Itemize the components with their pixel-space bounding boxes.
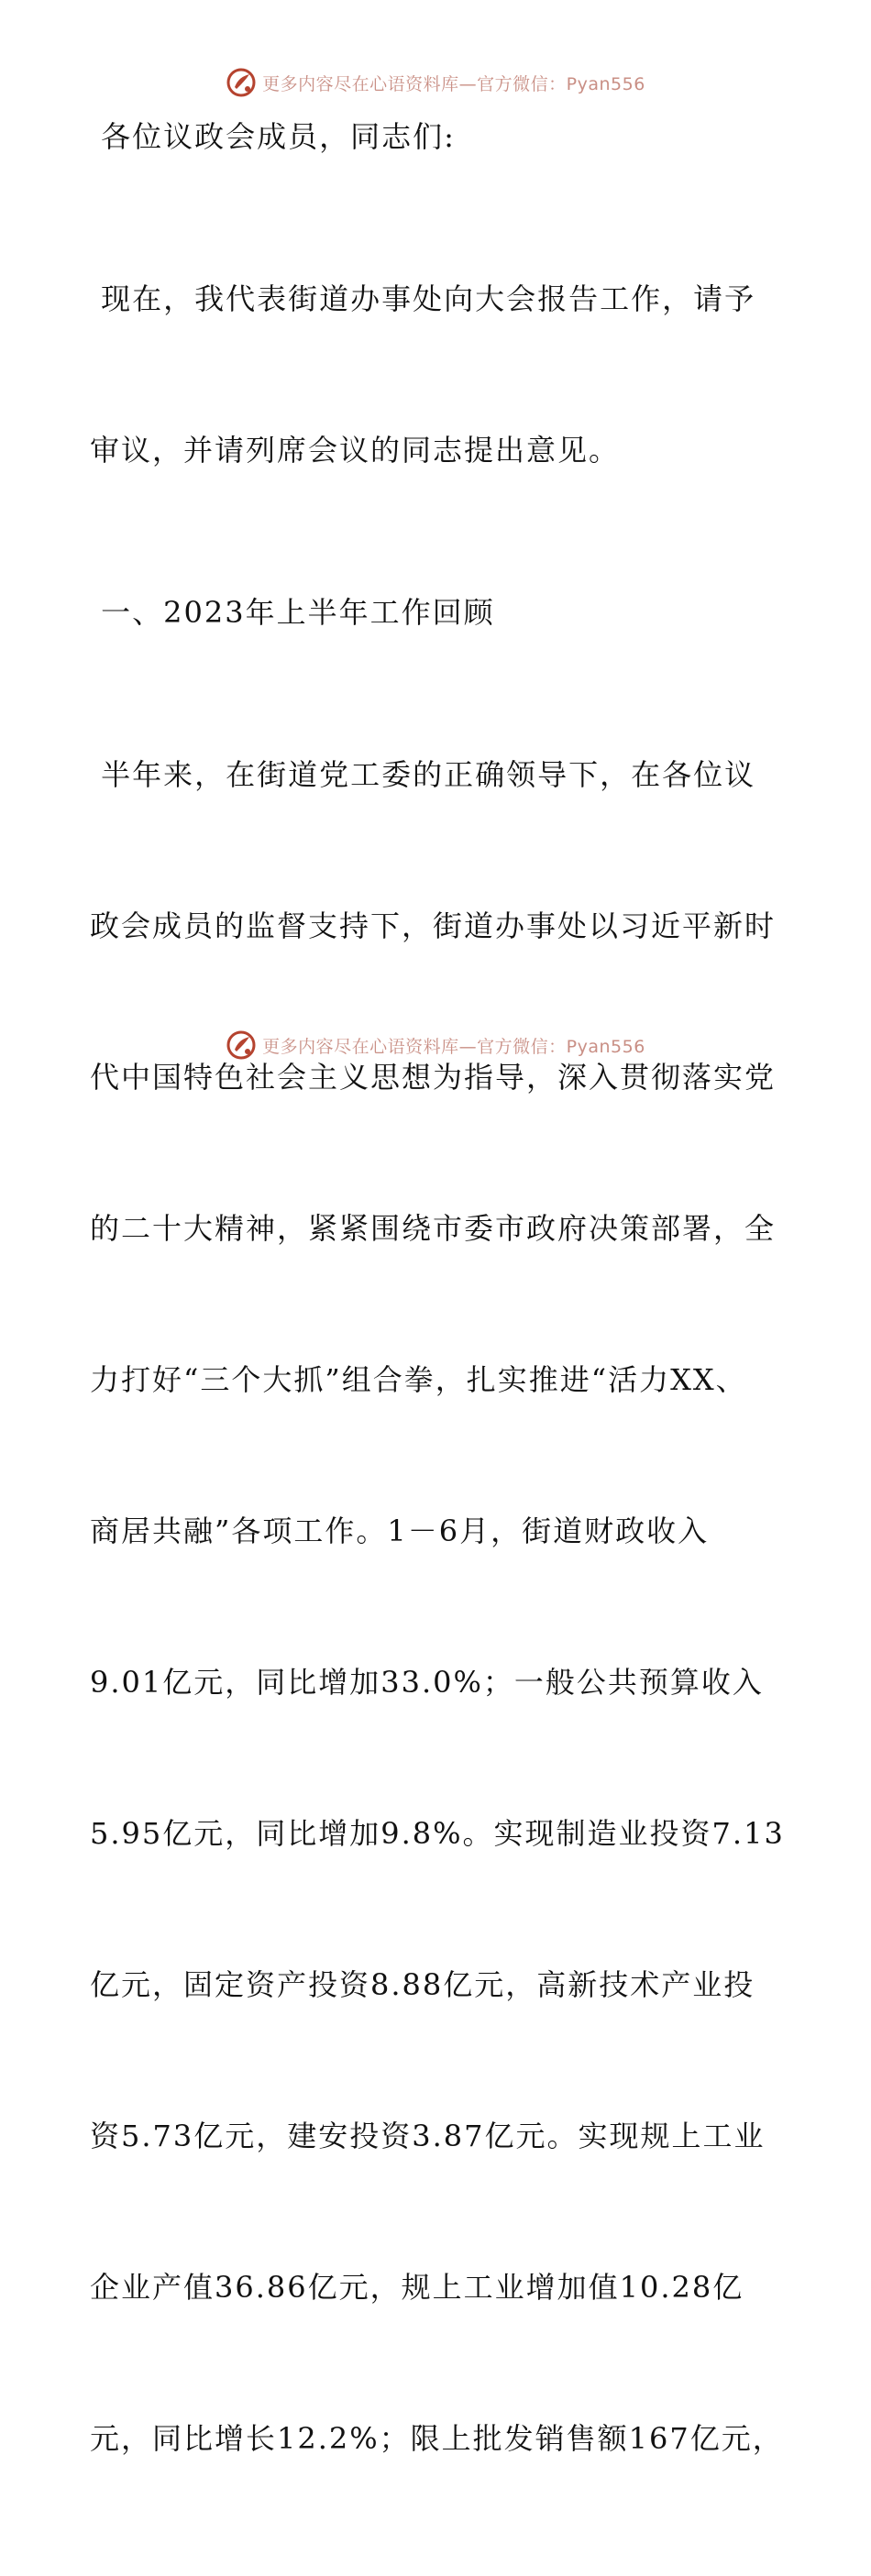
watermark-header (0, 64, 871, 101)
document-body (90, 112, 787, 2576)
section-heading: 一、2023年上半年工作回顾 (90, 595, 495, 630)
text-line: 代中国特色社会主义思想为指导，深入贯彻落实党 (90, 1060, 777, 1095)
text-line: 现在，我代表街道办事处向大会报告工作，请予 (90, 281, 756, 316)
text-line: 9.01亿元，同比增加33.0%；一般公共预算收入 (90, 1665, 764, 1700)
watermark-text: 更多内容尽在心语资料库—官方微信：Pyan556 (262, 1036, 645, 1057)
text-line: 的二十大精神，紧紧围绕市委市政府决策部署，全 (90, 1211, 777, 1246)
text-line: 5.95亿元，同比增加9.8%。实现制造业投资7.13 (90, 1816, 785, 1851)
logo-icon (226, 1029, 257, 1061)
text-line: 亿元，固定资产投资8.88亿元，高新技术产业投 (90, 1967, 755, 2002)
paragraph-intro (90, 173, 787, 577)
text-line: 审议，并请列席会议的同志提出意见。 (90, 433, 621, 468)
salutation: 各位议政会成员，同志们: (90, 119, 456, 154)
text-line: 商居共融”各项工作。1－6月，街道财政收入 (90, 1514, 710, 1548)
watermark-footer (0, 1027, 871, 1063)
text-line: 半年来，在街道党工委的正确领导下，在各位议 (90, 757, 756, 792)
text-line: 政会成员的监督支持下，街道办事处以习近平新时 (90, 908, 777, 943)
text-line: 企业产值36.86亿元，规上工业增加值10.28亿 (90, 2270, 744, 2305)
logo-icon (226, 67, 257, 98)
text-line: 资5.73亿元，建安投资3.87亿元。实现规上工业 (90, 2119, 766, 2153)
paragraph-review (90, 649, 787, 2565)
text-line: 力打好“三个大抓”组合拳，扎实推进“活力XX、 (90, 1362, 747, 1397)
text-line: 元，同比增长12.2%；限上批发销售额167亿元， (90, 2421, 784, 2456)
watermark-text: 更多内容尽在心语资料库—官方微信：Pyan556 (262, 73, 645, 94)
